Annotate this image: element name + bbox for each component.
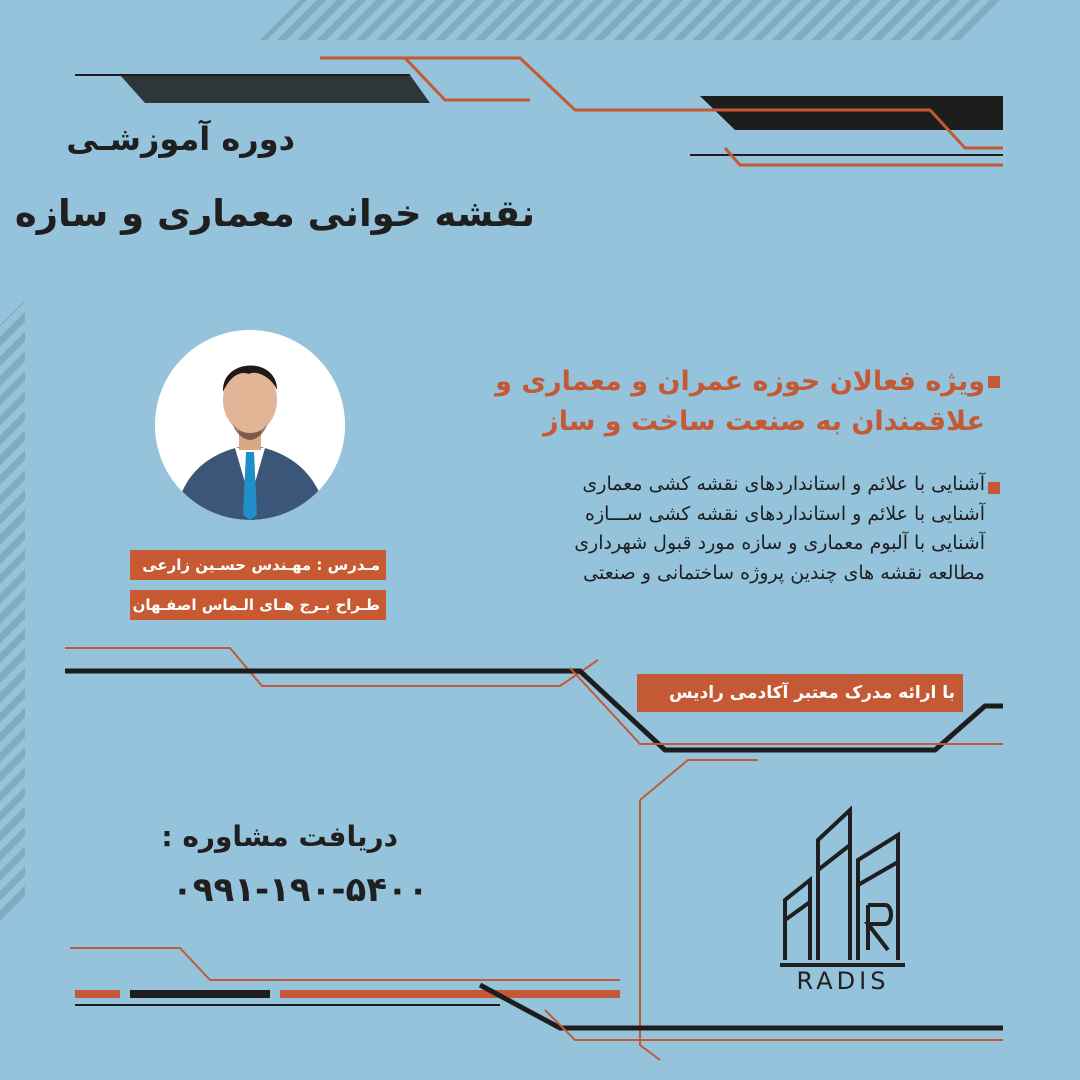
instructor-avatar-icon [155,330,345,520]
feature-list [425,470,985,588]
instructor-role-tag: طـراح بـرج هـای الـماس اصفـهان [130,590,386,620]
certificate-banner: با ارائه مدرک معتبر آکادمی رادیس [637,674,963,712]
feature-item: آشنایی با علائم و استانداردهای نقشه کشی ســـازه [585,502,985,525]
feature-item: آشنایی با آلبوم معماری و سازه مورد قبول شهرداری [574,532,985,554]
audience-headline [465,362,985,442]
course-title: نقشه خوانی معماری و سازه [14,192,535,235]
feature-item: مطالعه نقشه های چندین پروژه ساختمانی و صنعتی [583,561,985,584]
instructor-photo [155,330,345,520]
feature-item: آشنایی با علائم و استانداردهای نقشه کشی معماری [582,473,985,495]
instructor-name-tag: مـدرس : مهـندس حسـین زارعی [130,550,386,580]
consultation-label: دریافت مشاوره : [161,820,398,853]
audience-line-2: علاقمندان به صنعت ساخت و ساز [543,406,985,437]
brand-name: RADIS [796,967,890,995]
course-label: دوره آموزشـی [66,120,295,158]
bullet-square-icon [988,376,1000,388]
audience-line-1: ویژه فعالان حوزه عمران و معماری و [495,366,985,397]
bullet-square-icon [988,482,1000,494]
phone-number[interactable]: ۰۹۹۱-۱۹۰-۵۴۰۰ [172,870,429,910]
